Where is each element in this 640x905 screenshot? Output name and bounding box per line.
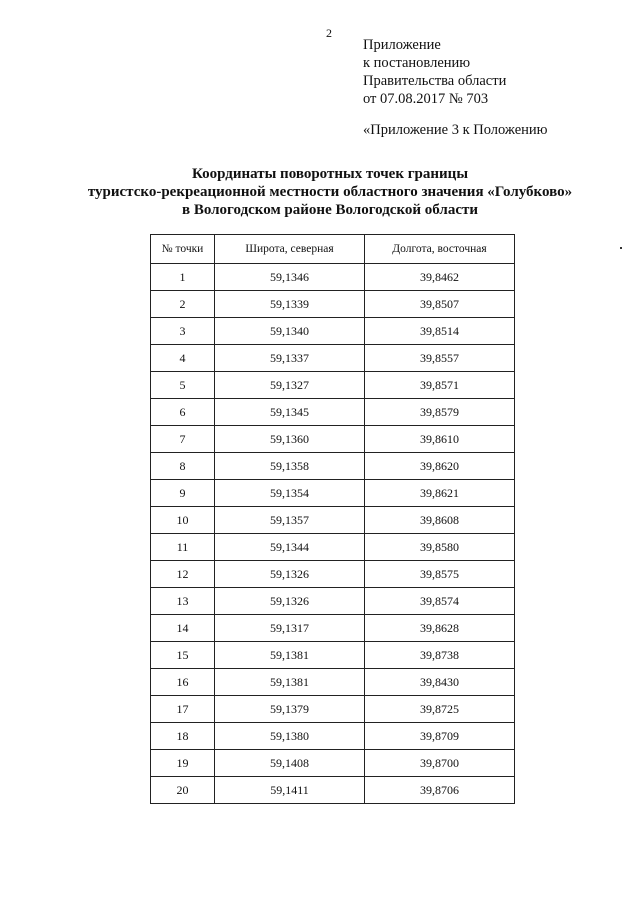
latitude-cell: 59,1326 (215, 561, 365, 588)
longitude-cell: 39,8706 (365, 777, 515, 804)
appendix-line: Правительства области (363, 73, 507, 89)
point-number-cell: 5 (151, 372, 215, 399)
longitude-cell: 39,8621 (365, 480, 515, 507)
longitude-cell: 39,8507 (365, 291, 515, 318)
point-number-cell: 3 (151, 318, 215, 345)
longitude-cell: 39,8709 (365, 723, 515, 750)
table-row (151, 669, 515, 696)
appendix-reference: «Приложение 3 к Положению (363, 122, 548, 138)
longitude-cell: 39,8557 (365, 345, 515, 372)
latitude-cell: 59,1354 (215, 480, 365, 507)
table-row (151, 291, 515, 318)
longitude-cell: 39,8462 (365, 264, 515, 291)
longitude-cell: 39,8628 (365, 615, 515, 642)
point-number-cell: 4 (151, 345, 215, 372)
appendix-line: к постановлению (363, 55, 471, 71)
table-row (151, 507, 515, 534)
page-number: 2 (326, 26, 332, 40)
header-point-number: № точки (151, 235, 215, 264)
latitude-cell: 59,1379 (215, 696, 365, 723)
point-number-cell: 9 (151, 480, 215, 507)
point-number-cell: 16 (151, 669, 215, 696)
point-number-cell: 2 (151, 291, 215, 318)
longitude-cell: 39,8620 (365, 453, 515, 480)
longitude-cell: 39,8574 (365, 588, 515, 615)
table-row (151, 426, 515, 453)
point-number-cell: 10 (151, 507, 215, 534)
point-number-cell: 15 (151, 642, 215, 669)
longitude-cell: 39,8608 (365, 507, 515, 534)
table-row (151, 480, 515, 507)
longitude-cell: 39,8738 (365, 642, 515, 669)
table-row (151, 399, 515, 426)
table-header-row (151, 235, 515, 264)
table-row (151, 696, 515, 723)
point-number-cell: 19 (151, 750, 215, 777)
longitude-cell: 39,8571 (365, 372, 515, 399)
appendix-block (363, 36, 506, 108)
table-row (151, 453, 515, 480)
latitude-cell: 59,1411 (215, 777, 365, 804)
title-line: Координаты поворотных точек границы (191, 166, 469, 182)
longitude-cell: 39,8514 (365, 318, 515, 345)
point-number-cell: 17 (151, 696, 215, 723)
longitude-cell: 39,8725 (365, 696, 515, 723)
latitude-cell: 59,1408 (215, 750, 365, 777)
latitude-cell: 59,1346 (215, 264, 365, 291)
table-row (151, 588, 515, 615)
latitude-cell: 59,1337 (215, 345, 365, 372)
point-number-cell: 6 (151, 399, 215, 426)
point-number-cell: 8 (151, 453, 215, 480)
table-row (151, 264, 515, 291)
latitude-cell: 59,1326 (215, 588, 365, 615)
longitude-cell: 39,8575 (365, 561, 515, 588)
latitude-cell: 59,1344 (215, 534, 365, 561)
title-line: в Вологодском районе Вологодской области (181, 202, 478, 218)
table-body (151, 264, 515, 804)
table-row (151, 615, 515, 642)
point-number-cell: 12 (151, 561, 215, 588)
latitude-cell: 59,1317 (215, 615, 365, 642)
point-number-cell: 18 (151, 723, 215, 750)
latitude-cell: 59,1340 (215, 318, 365, 345)
point-number-cell: 7 (151, 426, 215, 453)
point-number-cell: 11 (151, 534, 215, 561)
longitude-cell: 39,8580 (365, 534, 515, 561)
coordinates-table (150, 234, 515, 804)
point-number-cell: 20 (151, 777, 215, 804)
table-row (151, 372, 515, 399)
table-row (151, 723, 515, 750)
longitude-cell: 39,8610 (365, 426, 515, 453)
table-row (151, 642, 515, 669)
latitude-cell: 59,1327 (215, 372, 365, 399)
title-line: туристско-рекреационной местности областного значения «Голубково» (87, 184, 573, 200)
header-longitude: Долгота, восточная (365, 235, 515, 264)
latitude-cell: 59,1360 (215, 426, 365, 453)
table-row (151, 345, 515, 372)
appendix-line: от 07.08.2017 № 703 (363, 91, 489, 107)
longitude-cell: 39,8430 (365, 669, 515, 696)
latitude-cell: 59,1357 (215, 507, 365, 534)
latitude-cell: 59,1381 (215, 669, 365, 696)
scan-speck (620, 247, 622, 249)
longitude-cell: 39,8579 (365, 399, 515, 426)
latitude-cell: 59,1345 (215, 399, 365, 426)
table-row (151, 561, 515, 588)
longitude-cell: 39,8700 (365, 750, 515, 777)
table-row (151, 777, 515, 804)
document-title (60, 165, 600, 219)
table-row (151, 318, 515, 345)
header-latitude: Широта, северная (215, 235, 365, 264)
appendix-line: Приложение (363, 37, 441, 53)
point-number-cell: 13 (151, 588, 215, 615)
latitude-cell: 59,1358 (215, 453, 365, 480)
latitude-cell: 59,1380 (215, 723, 365, 750)
latitude-cell: 59,1339 (215, 291, 365, 318)
table-row (151, 534, 515, 561)
latitude-cell: 59,1381 (215, 642, 365, 669)
point-number-cell: 1 (151, 264, 215, 291)
table-row (151, 750, 515, 777)
point-number-cell: 14 (151, 615, 215, 642)
